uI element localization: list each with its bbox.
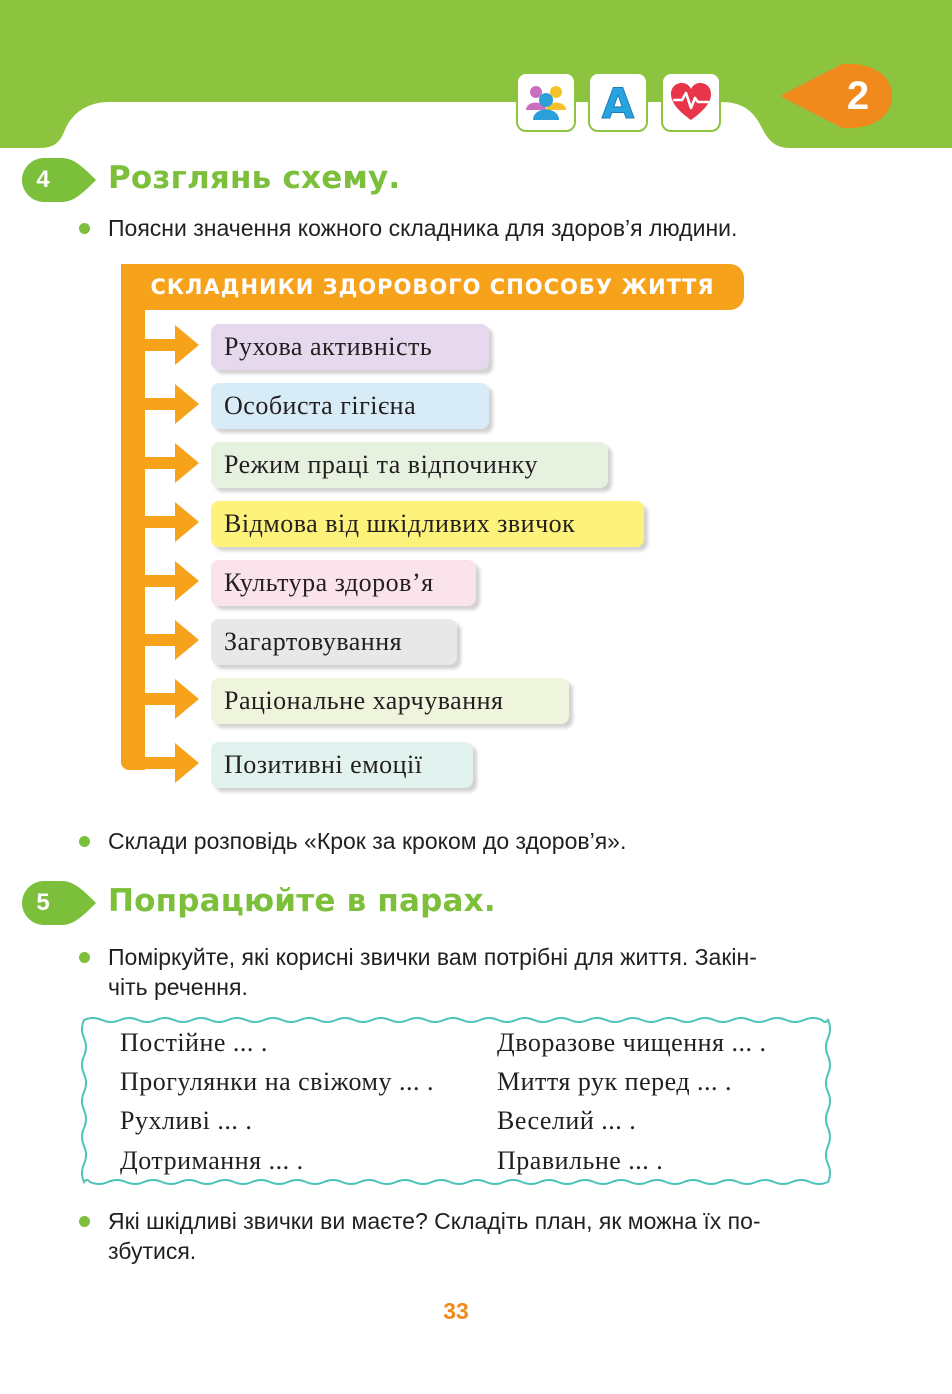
task-5-number: 5 bbox=[36, 889, 50, 916]
task-5-title: Попрацюйте в парах. bbox=[108, 883, 496, 919]
bullet-marker bbox=[79, 1216, 90, 1227]
pair-work-tile bbox=[516, 72, 576, 132]
scheme-item-quit-bad-habits: Відмова від шкідливих звичок bbox=[211, 501, 644, 547]
scheme-item-health-culture: Культура здоров’я bbox=[211, 560, 476, 606]
scheme-arrow bbox=[145, 620, 199, 660]
scheme-arrow bbox=[145, 325, 199, 365]
task-5-instruction-line-2: чіть речення. bbox=[108, 974, 248, 1000]
scheme-arrow bbox=[145, 502, 199, 542]
phrase-right-2: Миття рук перед ... . bbox=[497, 1067, 733, 1096]
scheme-item-work-rest-regime: Режим праці та відпочинку bbox=[211, 442, 608, 488]
phrase-left-3: Рухливі ... . bbox=[120, 1106, 253, 1135]
bullet-marker bbox=[79, 952, 90, 963]
phrase-right-3: Веселий ... . bbox=[497, 1106, 637, 1135]
page-number: 33 bbox=[443, 1298, 469, 1324]
task-4-followup: Склади розповідь «Крок за кроком до здоров’я». bbox=[108, 828, 627, 854]
scheme-arrow bbox=[145, 743, 199, 783]
phrase-left-2: Прогулянки на свіжому ... . bbox=[120, 1067, 434, 1096]
scheme-spine bbox=[121, 306, 145, 770]
task-5-question-line-2: збутися. bbox=[108, 1238, 197, 1264]
task-4-instruction: Поясни значення кожного складника для здоров’я людини. bbox=[108, 215, 738, 241]
scheme-arrow bbox=[145, 384, 199, 424]
bullet-marker bbox=[79, 836, 90, 847]
scheme-header bbox=[121, 264, 744, 310]
task-4-number: 4 bbox=[36, 166, 50, 193]
letter-a-icon bbox=[594, 78, 642, 126]
literacy-tile bbox=[588, 72, 648, 132]
heart-pulse-icon bbox=[667, 78, 715, 126]
scheme-item-personal-hygiene: Особиста гігієна bbox=[211, 383, 489, 429]
task-5-question bbox=[108, 1206, 843, 1266]
phrase-left-1: Постійне ... . bbox=[120, 1028, 268, 1057]
task-5-instruction bbox=[108, 942, 843, 1002]
lesson-number: 2 bbox=[846, 73, 870, 118]
bullet-marker bbox=[79, 223, 90, 234]
scheme-item-hardening: Загартовування bbox=[211, 619, 457, 665]
task-4-title: Розглянь схему. bbox=[108, 160, 401, 196]
scheme-title: СКЛАДНИКИ ЗДОРОВОГО СПОСОБУ ЖИТТЯ bbox=[150, 275, 715, 299]
phrase-right-4: Правильне ... . bbox=[497, 1146, 664, 1175]
phrase-left-4: Дотримання ... . bbox=[120, 1146, 304, 1175]
scheme-item-physical-activity: Рухова активність bbox=[211, 324, 489, 370]
health-tile bbox=[661, 72, 721, 132]
people-group-icon bbox=[522, 78, 570, 126]
scheme-arrow bbox=[145, 561, 199, 601]
svg-text:A: A bbox=[601, 79, 635, 126]
scheme-arrow bbox=[145, 443, 199, 483]
phrase-right-1: Дворазове чищення ... . bbox=[497, 1028, 767, 1057]
scheme-item-nutrition: Раціональне харчування bbox=[211, 678, 569, 724]
task-5-question-line-1: Які шкідливі звички ви маєте? Складіть план, як можна їх по- bbox=[108, 1208, 761, 1234]
task-5-instruction-line-1: Поміркуйте, які корисні звички вам потрібні для життя. Закін- bbox=[108, 944, 757, 970]
scheme-item-positive-emotions: Позитивні емоції bbox=[211, 742, 473, 788]
scheme-arrow bbox=[145, 679, 199, 719]
